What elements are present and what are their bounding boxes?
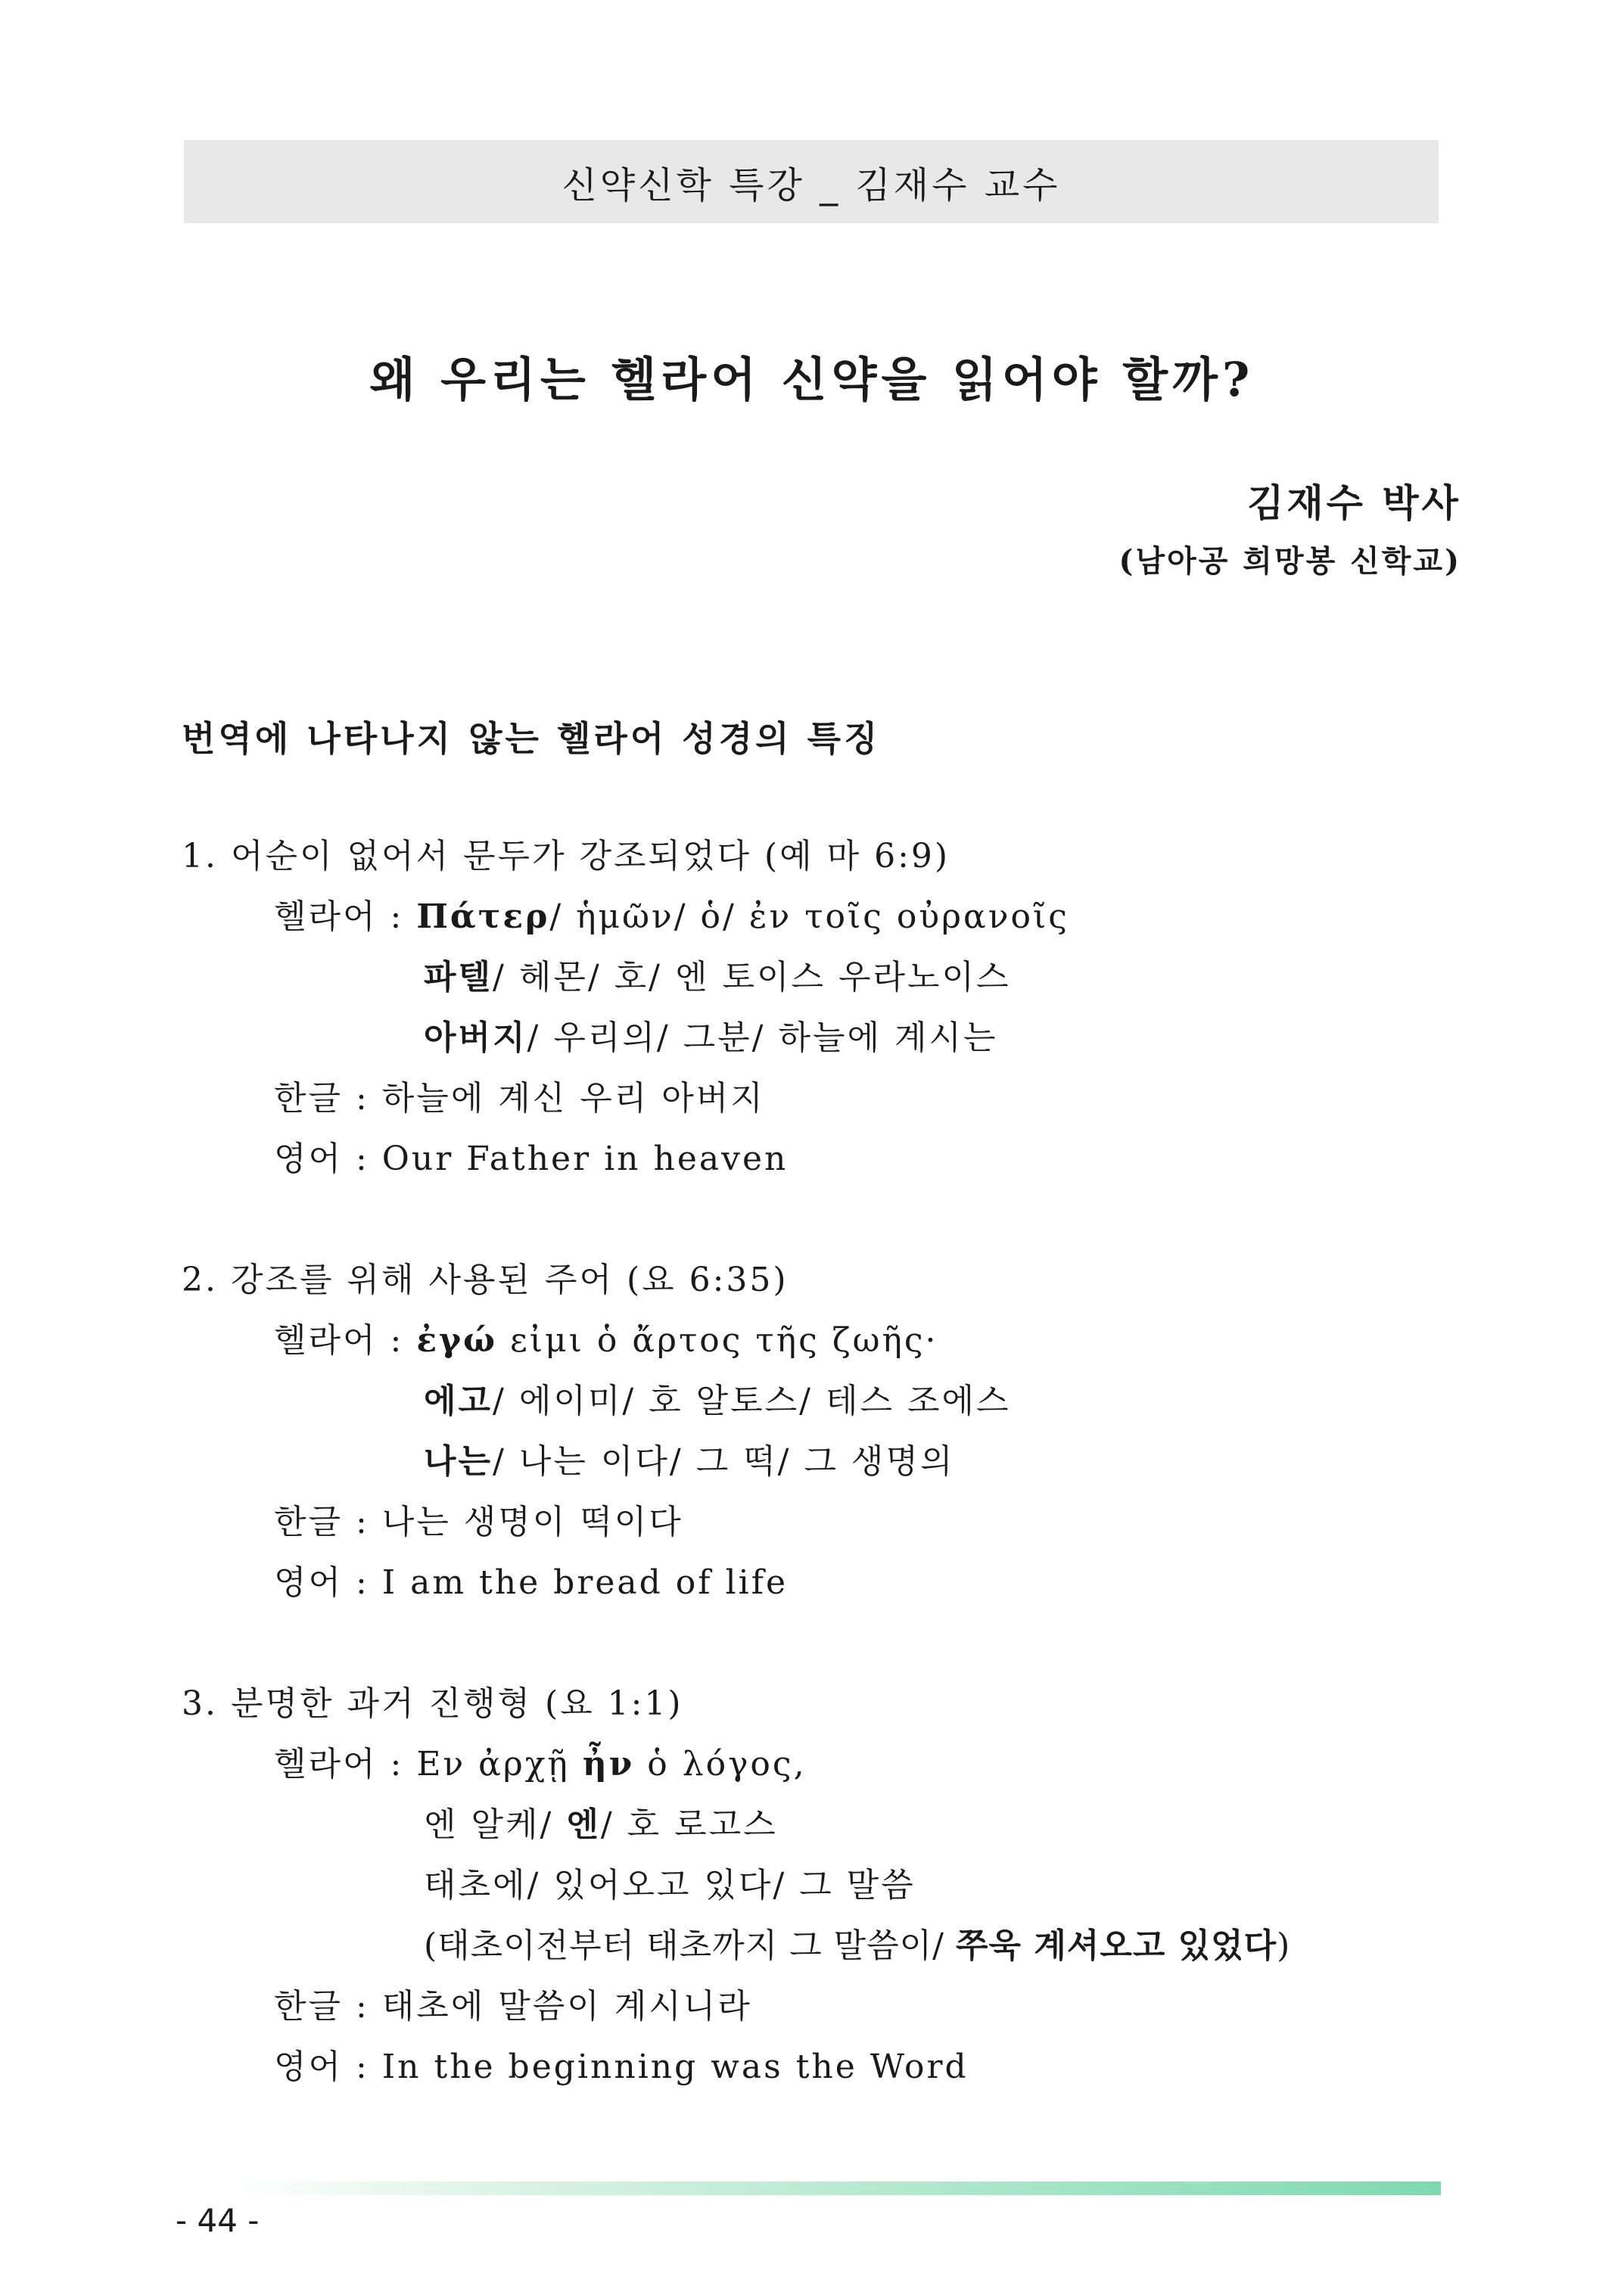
- author-affiliation: (남아공 희망봉 신학교): [1118, 543, 1461, 579]
- translit-rest: / 에이미/ 호 알토스/ 테스 조에스: [493, 1382, 1011, 1420]
- gloss-rest: / 우리의/ 그분/ 하늘에 계시는: [527, 1018, 998, 1057]
- item-3-gloss: 태초에/ 있어오고 있다/ 그 말씀: [424, 1866, 916, 1905]
- item-1-transliteration: [424, 950, 1010, 998]
- greek-emphasis: Πάτερ: [416, 897, 550, 936]
- gloss-emphasis: 나는: [424, 1442, 493, 1481]
- greek-label: 헬라어 :: [274, 897, 417, 936]
- item-2-transliteration: [424, 1373, 1010, 1422]
- item-3-greek: [274, 1737, 807, 1785]
- item-1-gloss: [424, 1010, 997, 1059]
- item-1-english: 영어 : Our Father in heaven: [274, 1140, 789, 1178]
- item-3-transliteration: [424, 1797, 778, 1846]
- item-2-greek: [274, 1313, 938, 1361]
- translit-emphasis: 에고: [424, 1382, 493, 1420]
- item-3-korean: 한글 : 태초에 말씀이 계시니라: [274, 1987, 752, 2026]
- greek-label: 헬라어 :: [274, 1321, 417, 1360]
- page-title: 왜 우리는 헬라어 신약을 읽어야 할까?: [369, 352, 1255, 407]
- item-3-note: [424, 1918, 1290, 1967]
- translit-rest: / 호 로고스: [600, 1805, 778, 1844]
- item-1-heading: 1. 어순이 없어서 문두가 강조되었다 (예 마 6:9): [182, 837, 950, 875]
- section-heading: 번역에 나타나지 않는 헬라어 성경의 특징: [182, 718, 881, 759]
- translit-emphasis: 엔: [566, 1805, 601, 1844]
- item-2-english: 영어 : I am the bread of life: [274, 1563, 789, 1602]
- footer-divider: [227, 2181, 1441, 2195]
- note-post: ): [1277, 1926, 1291, 1965]
- note-emphasis: 쭈욱 계셔오고 있었다: [956, 1926, 1277, 1965]
- translit-emphasis: 파텔: [424, 958, 493, 997]
- note-pre: (태초이전부터 태초까지 그 말씀이/: [424, 1926, 956, 1965]
- author-name: 김재수 박사: [1247, 480, 1461, 525]
- running-header-text: 신약신학 특강 _ 김재수 교수: [562, 163, 1061, 207]
- greek-emphasis: ἐγώ: [416, 1321, 498, 1360]
- greek-rest: εἰμι ὁ ἄρτος τῆς ζωῆς·: [497, 1321, 938, 1360]
- greek-label: 헬라어 :: [274, 1745, 417, 1783]
- item-2-gloss: [424, 1434, 954, 1482]
- gloss-emphasis: 아버지: [424, 1018, 527, 1057]
- greek-pre: Εν ἀρχῇ: [416, 1745, 583, 1783]
- page-number: - 44 -: [176, 2202, 260, 2239]
- gloss-rest: / 나는 이다/ 그 떡/ 그 생명의: [493, 1442, 955, 1481]
- item-1-greek: [274, 889, 1069, 938]
- greek-rest: / ἡμῶν/ ὁ/ ἐν τοῖς οὐρανοῖς: [549, 897, 1069, 936]
- item-3-english: 영어 : In the beginning was the Word: [274, 2048, 969, 2086]
- greek-emphasis: ἦν: [582, 1745, 635, 1783]
- item-3-heading: 3. 분명한 과거 진행형 (요 1:1): [182, 1684, 683, 1723]
- translit-pre: 엔 알케/: [424, 1805, 567, 1844]
- greek-rest: ὁ λόγος,: [634, 1745, 807, 1783]
- running-header: [184, 140, 1439, 223]
- translit-rest: / 헤몬/ 호/ 엔 토이스 우라노이스: [493, 958, 1011, 997]
- item-1-korean: 한글 : 하늘에 계신 우리 아버지: [274, 1079, 765, 1118]
- item-2-heading: 2. 강조를 위해 사용된 주어 (요 6:35): [182, 1261, 789, 1299]
- item-2-korean: 한글 : 나는 생명이 떡이다: [274, 1503, 683, 1541]
